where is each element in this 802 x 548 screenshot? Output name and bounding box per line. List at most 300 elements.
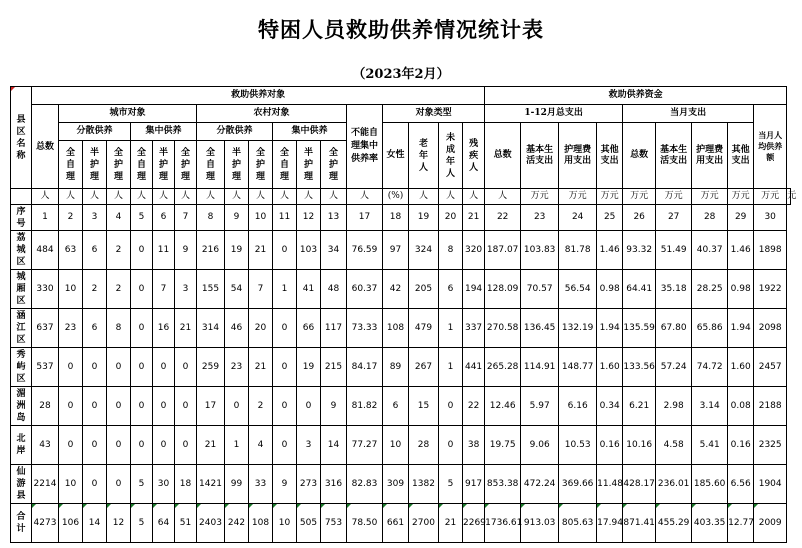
data-cell: 12.77 [728,504,754,543]
data-cell: 403.35 [692,504,728,543]
table-row [11,504,791,543]
sequence-number-cell: 22 [485,205,521,231]
data-cell: 132.19 [559,309,597,348]
data-cell: 93.32 [623,231,656,270]
data-cell: 0 [83,348,107,387]
table-row [11,465,791,504]
data-cell: 6.16 [559,387,597,426]
data-cell: 2457 [754,348,787,387]
urban-concentrated-half-care: 半护理 [153,141,175,189]
data-cell: 270.58 [485,309,521,348]
data-cell: 10 [383,426,409,465]
data-cell: 14 [83,504,107,543]
county-name-text: 涵江区 [16,311,26,345]
data-cell: 54 [225,270,249,309]
data-cell: 21 [197,426,225,465]
data-cell: 6 [83,231,107,270]
data-cell: 5.41 [692,426,728,465]
county-name-cell [11,270,32,309]
object-types-header: 对象类型 [383,105,485,123]
county-name-text: 荔城区 [16,233,26,267]
unit-cell: 万元 [728,189,754,205]
data-cell: 135.59 [623,309,656,348]
data-cell: 65.86 [692,309,728,348]
data-cell: 0 [273,348,297,387]
rural-dispersed-full-nursing: 全护理 [249,141,273,189]
data-cell: 2214 [32,465,59,504]
unit-cell: 万元 [559,189,597,205]
unit-cell: 万元 [692,189,728,205]
annual-care-fee-header: 护理费用支出 [559,123,597,189]
data-cell: 441 [463,348,485,387]
unit-cell: 人 [463,189,485,205]
data-cell: 0 [273,426,297,465]
urban-dispersed-full-nursing: 全护理 [107,141,131,189]
data-cell: 46 [225,309,249,348]
page-title: 特困人员救助供养情况统计表 [258,17,544,42]
data-cell: 2 [83,270,107,309]
data-cell: 0 [175,348,197,387]
data-cell: 273 [297,465,321,504]
rural-concentrated-half-care: 半护理 [297,141,321,189]
data-cell: 661 [383,504,409,543]
data-cell: 320 [463,231,485,270]
table-row [11,231,791,270]
rural-dispersed-full-care: 全自理 [197,141,225,189]
unit-cell: 人 [32,189,59,205]
data-cell: 0.98 [728,270,754,309]
data-cell: 10.53 [559,426,597,465]
data-cell: 1.46 [728,231,754,270]
female-header: 女性 [383,123,409,189]
data-cell: 2700 [409,504,439,543]
data-cell: 753 [321,504,347,543]
elderly-header: 老年人 [409,123,439,189]
county-name-text: 秀屿区 [16,350,26,384]
rural-concentrated-full-care: 全自理 [273,141,297,189]
county-name-cell [11,309,32,348]
data-cell: 40.37 [692,231,728,270]
data-cell: 267 [409,348,439,387]
month-total-header: 当月支出 [623,105,754,123]
sequence-number-cell: 30 [754,205,787,231]
data-cell: 0 [59,426,83,465]
unit-cell: 人 [131,189,153,205]
sequence-number-cell: 9 [225,205,249,231]
unit-cell: 人 [409,189,439,205]
unit-cell: 人 [175,189,197,205]
data-cell: 21 [249,231,273,270]
data-cell: 42 [383,270,409,309]
sequence-number-cell: 11 [273,205,297,231]
data-cell: 9 [321,387,347,426]
support-funds-header: 救助供养资金 [485,87,787,105]
data-cell: 14 [321,426,347,465]
data-cell: 479 [409,309,439,348]
data-cell: 185.60 [692,465,728,504]
data-cell: 3.14 [692,387,728,426]
data-cell: 0 [131,387,153,426]
data-cell: 12.46 [485,387,521,426]
data-cell: 1.60 [728,348,754,387]
unit-cell: 人 [197,189,225,205]
sequence-number-cell: 28 [692,205,728,231]
data-cell: 20 [249,309,273,348]
data-cell: 216 [197,231,225,270]
data-cell: 2.98 [656,387,692,426]
data-cell: 28.25 [692,270,728,309]
data-cell: 1 [273,270,297,309]
data-cell: 0.34 [597,387,623,426]
data-cell: 2403 [197,504,225,543]
data-cell: 1.94 [597,309,623,348]
data-cell: 0 [83,387,107,426]
table-row [11,426,791,465]
data-cell: 0 [131,348,153,387]
unit-cell: 人 [153,189,175,205]
month-care-fee-header: 护理费用支出 [692,123,728,189]
data-cell: 48 [321,270,347,309]
data-cell: 1.94 [728,309,754,348]
unit-cell: 人 [107,189,131,205]
sequence-number-cell: 27 [656,205,692,231]
per-capita-header: 当月人均供养额 [754,105,787,189]
data-cell: 41 [297,270,321,309]
sequence-number-cell: 21 [463,205,485,231]
data-cell: 205 [409,270,439,309]
data-cell: 6 [383,387,409,426]
data-cell: 114.91 [521,348,559,387]
data-cell: 337 [463,309,485,348]
county-name-cell [11,465,32,504]
data-cell: 9 [175,231,197,270]
sequence-number-cell: 2 [59,205,83,231]
data-cell: 19 [297,348,321,387]
sequence-number-cell: 26 [623,205,656,231]
unit-cell: 人 [485,189,521,205]
data-cell: 0 [83,465,107,504]
data-cell: 484 [32,231,59,270]
data-cell: 265.28 [485,348,521,387]
data-cell: 64.41 [623,270,656,309]
data-cell: 108 [383,309,409,348]
data-cell: 117 [321,309,347,348]
data-cell: 56.54 [559,270,597,309]
urban-dispersed-half-care: 半护理 [83,141,107,189]
data-cell: 3 [175,270,197,309]
data-cell: 0 [107,387,131,426]
data-cell: 0 [439,426,463,465]
unit-cell: 万元 [597,189,623,205]
data-cell: 0 [59,348,83,387]
urban-dispersed-full-care: 全自理 [59,141,83,189]
data-cell: 2098 [754,309,787,348]
data-cell: 5.97 [521,387,559,426]
data-cell: 106 [59,504,83,543]
unit-cell: 元 [787,189,791,205]
data-cell: 917 [463,465,485,504]
data-cell: 35.18 [656,270,692,309]
county-name-cell [11,426,32,465]
data-cell: 60.37 [347,270,383,309]
data-cell: 30 [153,465,175,504]
data-cell: 0 [131,309,153,348]
rural-header: 农村对象 [197,105,347,123]
table-row [11,387,791,426]
data-cell: 18 [175,465,197,504]
data-cell: 17.94 [597,504,623,543]
data-cell: 89 [383,348,409,387]
data-cell: 99 [225,465,249,504]
sequence-number-cell: 20 [439,205,463,231]
annual-total-header: 1-12月总支出 [485,105,623,123]
data-cell: 871.41 [623,504,656,543]
unit-cell: 人 [59,189,83,205]
data-cell: 0.08 [728,387,754,426]
data-cell: 0 [273,309,297,348]
data-cell: 7 [153,270,175,309]
data-cell: 66 [297,309,321,348]
data-cell: 10 [273,504,297,543]
data-cell: 63 [59,231,83,270]
data-cell: 8 [439,231,463,270]
unit-cell: 人 [347,189,383,205]
unit-cell: 人 [225,189,249,205]
county-name-text: 北岸 [16,434,26,456]
data-cell: 22 [463,387,485,426]
month-basic-living-header: 基本生活支出 [656,123,692,189]
statistics-table [10,86,797,543]
data-cell: 1736.61 [485,504,521,543]
data-cell: 1382 [409,465,439,504]
rural-dispersed-header: 分散供养 [197,123,273,141]
sequence-number-cell: 7 [175,205,197,231]
page-subtitle: （2023年2月） [352,67,450,82]
data-cell: 155 [197,270,225,309]
data-cell: 136.45 [521,309,559,348]
data-cell: 7 [249,270,273,309]
data-cell: 505 [297,504,321,543]
data-cell: 0 [153,426,175,465]
unit-cell: 人 [297,189,321,205]
urban-header: 城市对象 [59,105,197,123]
urban-dispersed-header: 分散供养 [59,123,131,141]
data-cell: 70.57 [521,270,559,309]
data-cell: 0 [153,387,175,426]
data-cell: 108 [249,504,273,543]
data-cell: 2 [107,231,131,270]
unit-cell: 万元 [656,189,692,205]
minor-header: 未成年人 [439,123,463,189]
data-cell: 5 [131,465,153,504]
data-cell: 4 [249,426,273,465]
data-cell: 15 [409,387,439,426]
sequence-number-cell: 12 [297,205,321,231]
unit-cell: 人 [273,189,297,205]
county-name-text: 合计 [16,512,26,534]
county-name-cell [11,504,32,543]
data-cell: 76.59 [347,231,383,270]
unit-cell: 万元 [623,189,656,205]
unable-self-care-rate-header: 不能自理集中供养率 [347,105,383,189]
rural-concentrated-header: 集中供养 [273,123,347,141]
data-cell: 0.16 [728,426,754,465]
urban-concentrated-full-care: 全自理 [131,141,153,189]
sequence-number-cell: 6 [153,205,175,231]
month-sum-header: 总数 [623,123,656,189]
data-cell: 2325 [754,426,787,465]
annual-basic-living-header: 基本生活支出 [521,123,559,189]
data-cell: 38 [463,426,485,465]
data-cell: 103 [297,231,321,270]
data-cell: 19 [225,231,249,270]
data-cell: 51.49 [656,231,692,270]
annual-sum-header: 总数 [485,123,521,189]
data-cell: 6 [439,270,463,309]
data-cell: 21 [249,348,273,387]
data-cell: 51 [175,504,197,543]
sequence-number-cell: 23 [521,205,559,231]
data-cell: 10 [59,465,83,504]
county-name-cell [11,387,32,426]
sequence-number-cell: 25 [597,205,623,231]
data-cell: 34 [321,231,347,270]
data-cell: 537 [32,348,59,387]
data-cell: 805.63 [559,504,597,543]
data-cell: 0.16 [597,426,623,465]
data-cell: 0 [175,426,197,465]
month-other-header: 其他支出 [728,123,754,189]
data-cell: 43 [32,426,59,465]
data-cell: 0.98 [597,270,623,309]
data-cell: 0 [153,348,175,387]
sequence-number-cell: 24 [559,205,597,231]
data-cell: 10.16 [623,426,656,465]
unit-cell: 人 [249,189,273,205]
data-cell: 0 [83,426,107,465]
unit-cell: 万元 [754,189,787,205]
sequence-number-cell: 18 [383,205,409,231]
sequence-label-text: 序号 [16,206,26,229]
sequence-row [11,205,791,231]
data-cell: 23 [225,348,249,387]
data-cell: 309 [383,465,409,504]
data-cell: 1.46 [597,231,623,270]
data-cell: 0 [297,387,321,426]
county-name-text: 仙游县 [16,467,26,501]
data-cell: 0 [107,348,131,387]
data-rows [11,231,791,543]
sequence-number-cell: 3 [83,205,107,231]
data-cell: 73.33 [347,309,383,348]
data-cell: 194 [463,270,485,309]
data-cell: 4273 [32,504,59,543]
data-cell: 2 [107,270,131,309]
data-cell: 314 [197,309,225,348]
data-cell: 12 [107,504,131,543]
data-cell: 6.21 [623,387,656,426]
annual-other-header: 其他支出 [597,123,623,189]
data-cell: 259 [197,348,225,387]
data-cell: 64 [153,504,175,543]
unit-cell: 人 [321,189,347,205]
disabled-header: 残疾人 [463,123,485,189]
data-cell: 1.60 [597,348,623,387]
county-name-cell [11,231,32,270]
data-cell: 4.58 [656,426,692,465]
data-cell: 11.48 [597,465,623,504]
data-cell: 28 [32,387,59,426]
data-cell: 9.06 [521,426,559,465]
sequence-number-cell: 1 [32,205,59,231]
data-cell: 77.27 [347,426,383,465]
data-cell: 1 [439,348,463,387]
rural-dispersed-half-care: 半护理 [225,141,249,189]
data-cell: 0 [107,465,131,504]
data-cell: 369.66 [559,465,597,504]
data-cell: 5 [131,504,153,543]
data-cell: 0 [59,387,83,426]
data-cell: 236.01 [656,465,692,504]
data-cell: 33 [249,465,273,504]
county-name-cell [11,348,32,387]
urban-concentrated-header: 集中供养 [131,123,197,141]
sequence-label [11,205,32,231]
unit-cell: 人 [83,189,107,205]
unit-blank-cell [11,189,32,205]
data-cell: 2269 [463,504,485,543]
data-cell: 128.09 [485,270,521,309]
data-cell: 0 [273,387,297,426]
data-cell: 6 [83,309,107,348]
data-cell: 78.50 [347,504,383,543]
data-cell: 242 [225,504,249,543]
data-cell: 148.77 [559,348,597,387]
data-cell: 1421 [197,465,225,504]
data-cell: 8 [107,309,131,348]
data-cell: 21 [439,504,463,543]
data-cell: 74.72 [692,348,728,387]
data-cell: 81.82 [347,387,383,426]
data-cell: 637 [32,309,59,348]
unit-cell: (%) [383,189,409,205]
sequence-number-cell: 5 [131,205,153,231]
data-cell: 0 [131,270,153,309]
sequence-number-cell: 29 [728,205,754,231]
data-cell: 0 [439,387,463,426]
data-cell: 1 [225,426,249,465]
data-cell: 103.83 [521,231,559,270]
data-cell: 16 [153,309,175,348]
urban-concentrated-full-nursing: 全护理 [175,141,197,189]
data-cell: 19.75 [485,426,521,465]
data-cell: 11 [153,231,175,270]
data-cell: 81.78 [559,231,597,270]
unit-cell: 万元 [521,189,559,205]
sequence-number-cell: 4 [107,205,131,231]
data-cell: 455.29 [656,504,692,543]
data-cell: 324 [409,231,439,270]
table-row [11,270,791,309]
data-cell: 0 [175,387,197,426]
data-cell: 28 [409,426,439,465]
sequence-number-cell: 8 [197,205,225,231]
sequence-number-cell: 13 [321,205,347,231]
data-cell: 0 [131,426,153,465]
data-cell: 0 [273,231,297,270]
data-cell: 0 [107,426,131,465]
data-cell: 1904 [754,465,787,504]
